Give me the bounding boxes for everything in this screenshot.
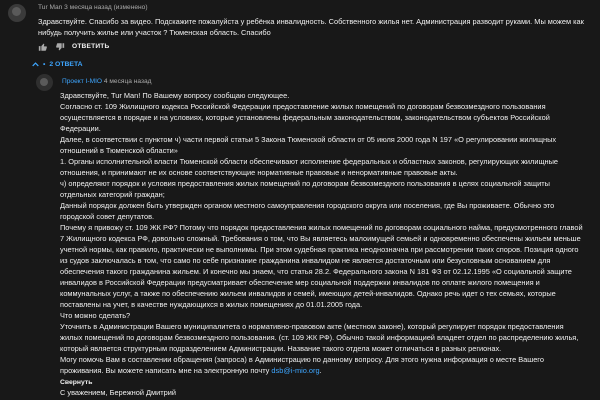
reply-line: обеспечения такого гражданина жильем. И конечно мы знаем, что статья 28.2. Федерального закона N 181 ФЗ от 02.12.1995 «О социальной защите [60,267,572,276]
replies-toggle[interactable] [32,59,83,70]
email-link[interactable]: dsb@i-mio.org [271,366,320,375]
comment-actions [38,41,109,52]
reply-line: Далее, в соответствии с пунктом ч) части первой статьи 5 Закона Тюменской области от 05 июля 2000 года N 197 «О регулировании жилищных [60,135,557,144]
reply-line: жилых помещений по договорам безвозмездного пользования. (ст. 109 ЖК РФ). Обычно такой информацией владеет отдел по распределению жилья, [60,333,579,342]
reply-line: городской совет депутатов. [60,212,155,221]
comment-author[interactable]: Tur Man [38,4,63,11]
reply-line: учетной нормы, как правило, практически не выполнимы. При этом судебная практика неоднозначна при рассмотрении таких споров. Позиция одного [60,245,579,254]
reply-line: Что можно сделать? [60,311,131,320]
reply-text [60,90,590,398]
comment-header [38,3,148,12]
spacer [60,376,590,387]
reply-avatar[interactable] [36,74,53,91]
reply-button[interactable]: ОТВЕТИТЬ [72,43,110,50]
avatar[interactable] [8,4,26,22]
reply-line: инвалидов в Российской Федерации предусматривает обеспечение мер социальной поддержки инвалидов по оплате жилого помещения и [60,278,540,287]
reply-line: ч) определяют порядок и условия предоставления жилых помещений по договорам безвозмездного пользования в целях социальной защиты [60,179,550,188]
reply-time[interactable]: 4 месяца назад [103,78,152,85]
reply-line: Данный порядок должен быть утвержден органом местного самоуправления городского округа или поселения, где Вы проживаете. Обычно это [60,201,555,210]
reply-line: осуществляется в порядке и на условиях, которые установлены федеральным законодательством, законодательством субъектов Российской [60,113,550,122]
reply-line: отдельных категорий граждан; [60,190,165,199]
reply-line: который является структурным подразделением Администрации. Название такого отдела может отличаться в разных регионах. [60,344,502,353]
reply-line: 7 Жилищного кодекса РФ, довольно сложный. Требования о том, что Вы являетесь малоимущей семьей и одновременно обеспечены жильем меньше [60,234,581,243]
reply-line: поставлены на учет, в качестве нуждающихся в жилых помещениях до 01.01.2005 года. [60,300,363,309]
reply-header [62,77,152,86]
dislike-button[interactable] [55,42,65,52]
reply-line: 1. Органы исполнительной власти Тюменской области обеспечивают исполнение федеральных и областных законов, регулирующих жилищные [60,157,559,166]
reply-line: коммунальных услуг, а также по обеспечению жильем инвалидов и семей, имеющих детей-инвалидов. Однако речь идет о тех семьях, которые [60,289,556,298]
collapse-button[interactable]: Свернуть [60,379,93,386]
reply-line: Почему я привожу ст. 109 ЖК РФ? Потому что порядок предоставления жилых помещений по договорам социального найма, предусмотренного главой [60,223,583,232]
replies-count: 2 ОТВЕТА [49,61,83,68]
reply-line: из судов заключалась в том, что само по себе признание гражданина инвалидом не является достаточным или безусловным основанием для [60,256,551,265]
like-button[interactable] [38,42,48,52]
comment-text-line-2: нибудь получить жилье или участок ? Тюменская область. Спасибо [38,28,271,37]
thumbs-up-icon [38,42,48,52]
reply-line: отношений в Тюменской области» [60,146,178,155]
email-suffix: . [319,366,322,375]
reply-author[interactable]: Проект I-MIO [62,78,103,85]
comment-time[interactable]: 3 месяца назад (изменено) [64,4,148,11]
reply-line: Федерации. [60,124,101,133]
reply-line: Здравствуйте, Tur Man! По Вашему вопросу сообщаю следующее. [60,91,290,100]
reply-line: Уточнить в Администрации Вашего муниципалитета о нормативно-правовом акте (местном законе), который регулирует порядок предоставления [60,322,564,331]
reply-line: Могу помочь Вам в составлении обращения (запроса) в Администрацию по данному вопросу. Для этого нужна информация о месте Вашего [60,355,544,364]
thumbs-down-icon [55,42,65,52]
comment-text: Здравствуйте. Спасибо за видео. Подскажите пожалуйста у ребёнка инвалидность. Собственного жилья нет. Администрация разводит руками. Мы можем как [38,17,584,26]
reply-line: проживания. Вы можете написать мне на электронную почту [60,366,270,375]
reply-signoff: С уважением, Бережной Дмитрий [60,388,176,397]
chevron-up-icon [32,61,39,68]
dot-icon: • [43,61,46,68]
reply-line-with-email [60,365,590,376]
reply-line: отношения, и принимают не их основе соответствующие нормативные правовые и ненормативные правовые акты. [60,168,458,177]
reply-line: Согласно ст. 109 Жилищного кодекса Российской Федерации предоставление жилых помещений по договорам безвозмездного пользования [60,102,546,111]
